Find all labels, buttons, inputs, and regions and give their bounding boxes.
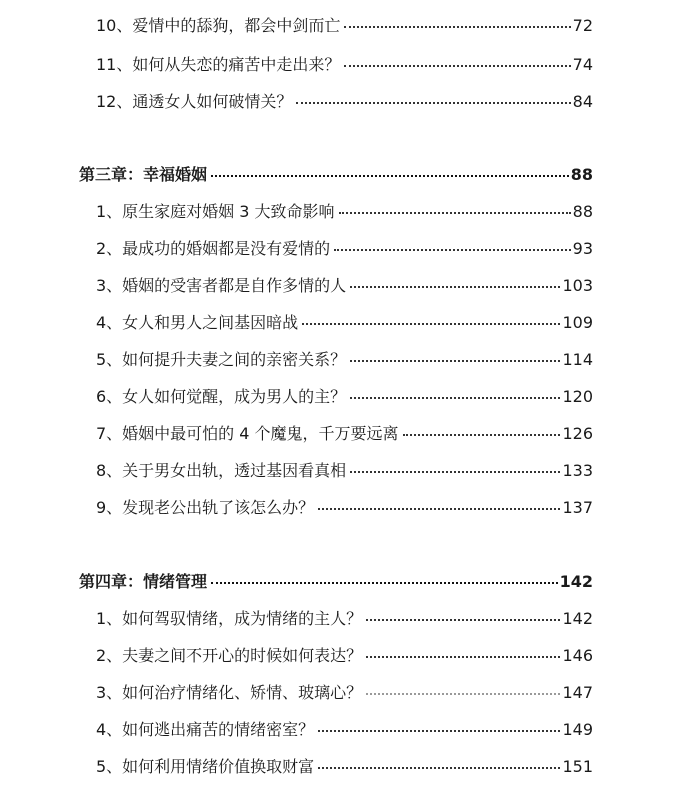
toc-chapter-heading[interactable] xyxy=(79,572,593,592)
dot-leader xyxy=(366,619,560,621)
toc-entry-title: 11、如何从失恋的痛苦中走出来？ xyxy=(96,55,341,74)
toc-entry-page: 74 xyxy=(572,55,593,74)
toc-entry-title: 3、如何治疗情绪化、矫情、玻璃心？ xyxy=(96,683,363,702)
toc-entry[interactable] xyxy=(96,239,593,259)
toc-entry[interactable] xyxy=(96,92,593,112)
toc-entry[interactable] xyxy=(96,276,593,296)
toc-entry-page: 114 xyxy=(562,350,593,369)
chapter-page: 142 xyxy=(559,572,593,591)
dot-leader xyxy=(318,767,560,769)
toc-entry-title: 4、女人和男人之间基因暗战 xyxy=(96,313,299,332)
toc-entry[interactable] xyxy=(96,757,593,777)
toc-entry-title: 5、如何利用情绪价值换取财富 xyxy=(96,757,315,776)
toc-entry[interactable] xyxy=(96,646,593,666)
dot-leader xyxy=(350,397,560,399)
toc-entry[interactable] xyxy=(96,16,593,36)
toc-entry[interactable] xyxy=(96,609,593,629)
toc-entry[interactable] xyxy=(96,55,593,75)
dot-leader xyxy=(344,26,570,28)
toc-entry[interactable] xyxy=(96,498,593,518)
toc-entry-title: 2、夫妻之间不开心的时候如何表达？ xyxy=(96,646,363,665)
toc-entry-title: 10、爱情中的舔狗，都会中剑而亡 xyxy=(96,16,341,35)
toc-entry[interactable] xyxy=(96,313,593,333)
toc-entry-title: 2、最成功的婚姻都是没有爱情的 xyxy=(96,239,331,258)
toc-entry-page: 93 xyxy=(572,239,593,258)
toc-entry[interactable] xyxy=(96,424,593,444)
toc-entry[interactable] xyxy=(96,720,593,740)
toc-entry-page: 126 xyxy=(562,424,593,443)
toc-entry-title: 6、女人如何觉醒，成为男人的主？ xyxy=(96,387,347,406)
dot-leader xyxy=(302,323,560,325)
dot-leader xyxy=(344,65,570,67)
dot-leader xyxy=(318,730,560,732)
toc-entry-page: 103 xyxy=(562,276,593,295)
toc-entry[interactable] xyxy=(96,202,593,222)
toc-entry-title: 1、原生家庭对婚姻 3 大致命影响 xyxy=(96,202,335,221)
toc-entry-title: 5、如何提升夫妻之间的亲密关系？ xyxy=(96,350,347,369)
dot-leader xyxy=(296,102,570,104)
toc-entry[interactable] xyxy=(96,350,593,370)
toc-entry-title: 4、如何逃出痛苦的情绪密室？ xyxy=(96,720,315,739)
toc-entry-title: 9、发现老公出轨了该怎么办？ xyxy=(96,498,315,517)
toc-entry-title: 1、如何驾驭情绪，成为情绪的主人？ xyxy=(96,609,363,628)
toc-entry-page: 137 xyxy=(562,498,593,517)
dot-leader xyxy=(211,582,558,584)
chapter-title: 第三章：幸福婚姻 xyxy=(79,165,208,184)
toc-entry-title: 8、关于男女出轨，透过基因看真相 xyxy=(96,461,347,480)
toc-entry-page: 142 xyxy=(562,609,593,628)
toc-entry-page: 149 xyxy=(562,720,593,739)
toc-entry-page: 146 xyxy=(562,646,593,665)
chapter-page: 88 xyxy=(570,165,593,184)
toc-entry-page: 84 xyxy=(572,92,593,111)
dot-leader xyxy=(334,249,570,251)
toc-entry-page: 133 xyxy=(562,461,593,480)
dot-leader xyxy=(366,693,560,695)
toc-entry-page: 147 xyxy=(562,683,593,702)
dot-leader xyxy=(350,286,560,288)
dot-leader xyxy=(350,471,560,473)
toc-entry[interactable] xyxy=(96,461,593,481)
dot-leader xyxy=(339,212,571,214)
dot-leader xyxy=(403,434,561,436)
toc-entry-page: 88 xyxy=(572,202,593,221)
toc-entry-page: 109 xyxy=(562,313,593,332)
dot-leader xyxy=(318,508,560,510)
toc-entry[interactable] xyxy=(96,683,593,703)
dot-leader xyxy=(350,360,560,362)
toc-entry-title: 7、婚姻中最可怕的 4 个魔鬼，千万要远离 xyxy=(96,424,399,443)
chapter-title: 第四章：情绪管理 xyxy=(79,572,208,591)
dot-leader xyxy=(366,656,560,658)
toc-entry-title: 3、婚姻的受害者都是自作多情的人 xyxy=(96,276,347,295)
toc-entry-page: 72 xyxy=(572,16,593,35)
dot-leader xyxy=(211,175,569,177)
toc-entry[interactable] xyxy=(96,387,593,407)
toc-chapter-heading[interactable] xyxy=(79,165,593,185)
toc-entry-page: 120 xyxy=(562,387,593,406)
toc-entry-page: 151 xyxy=(562,757,593,776)
toc-entry-title: 12、通透女人如何破情关？ xyxy=(96,92,293,111)
